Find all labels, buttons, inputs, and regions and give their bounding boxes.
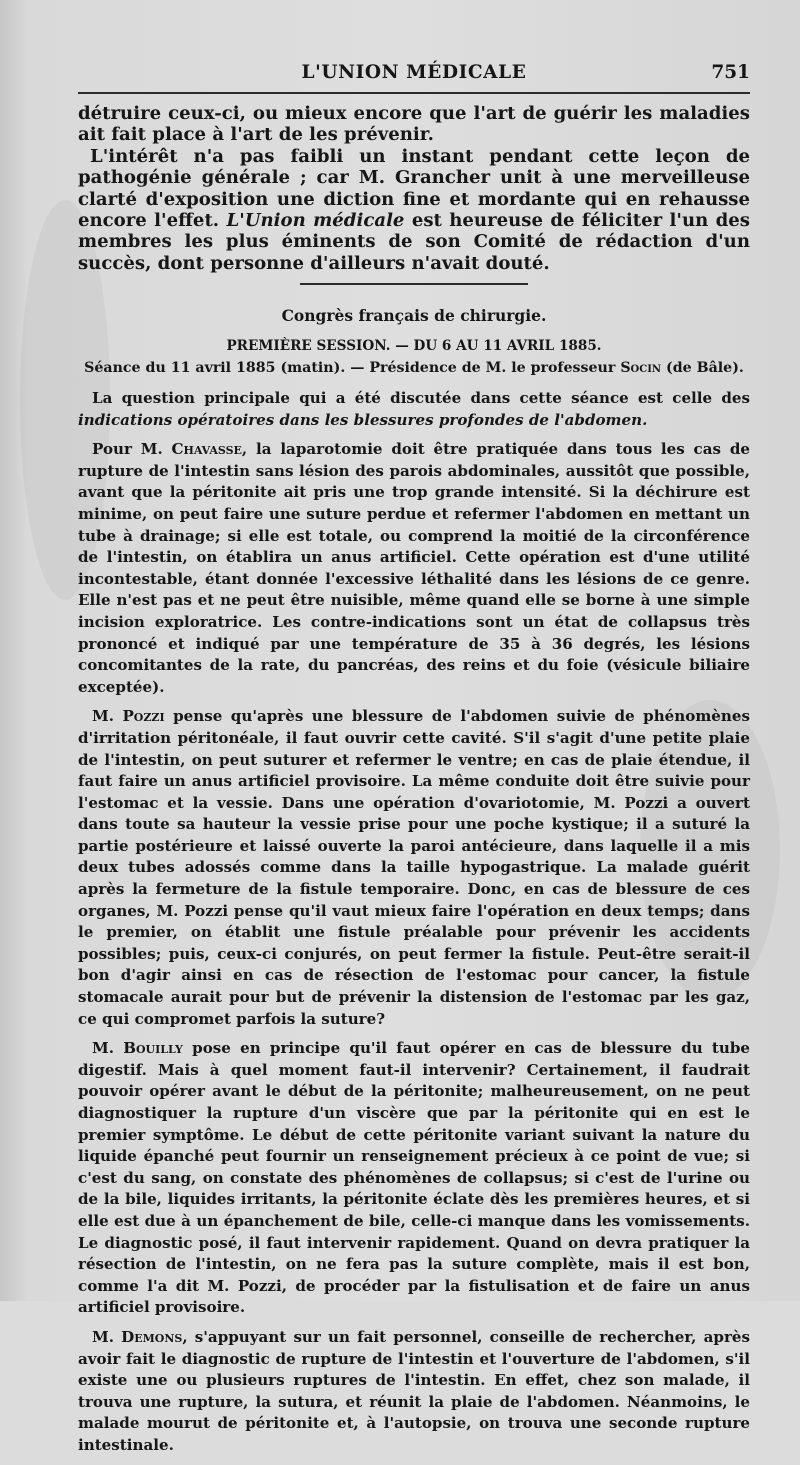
section-title: Congrès français de chirurgie. <box>281 306 547 325</box>
surgeon-name-pozzi: Pozzi <box>122 707 165 726</box>
journal-name-italic: L'Union médicale <box>226 210 405 232</box>
header-rule <box>78 92 750 94</box>
paragraph-pozzi: M. Pozzi pense qu'après une blessure de l'abdomen suivie de phénomènes d'irritation péritonéale, il faut ouvrir cette cavité. S'il s'agit d'une petite plaie de l'intestin, on peut suturer et refermer le ventre; en cas de plaie étendue, il faut faire un anus artificiel provisoire. La même conduite doit être suivie pour l'estomac et la vessie. Dans une opération d'ovariotomie, M. Pozzi a ouvert dans toute sa hauteur la vessie prise pour une poche kystique; il a suturé la partie postérieure et laissé ouverte la paroi antécieure, dans laquelle il a mis deux tubes adossés comme dans la taille hypogastrique. La malade guérit après la fermeture de la fistule temporaire. Donc, en cas de blessure de ces organes, M. Pozzi pense qu'il vaut mieux faire l'opération en deux temps; dans le premier, on établit une fistule préalable pour prévenir les accidents possibles; puis, ceux-ci conjurés, on peut fermer la fistule. Peut-être serait-il bon d'agir ainsi en cas de résection de l'estomac pour cancer, la fistule stomacale aurait pour but de prévenir la distension de l'estomac par les gaz, ce qui compromet parfois la suture? <box>78 707 750 1028</box>
intro-section <box>78 103 750 274</box>
surgeon-name-bouilly: Bouilly <box>123 1039 183 1058</box>
journal-title: L'UNION MÉDICALE <box>301 62 527 83</box>
paragraph-question: La question principale qui a été discutée dans cette séance est celle des indications opératoires dans les blessures profondes de l'abdomen. <box>78 389 750 429</box>
article-body <box>78 388 750 1465</box>
intro-paragraph-2: L'intérêt n'a pas faibli un instant pendant cette leçon de pathogénie générale ; car M. Grancher unit à une merveilleuse clarté d'exposition une diction fine et mordante qui en rehausse encore l'effet. L'Union médicale est heureuse de féliciter l'un des membres les plus éminents de son Comité de rédaction d'un succès, dont personne d'ailleurs n'avait douté. <box>78 145 750 274</box>
surgeon-name-chavasse: Chavasse <box>171 440 242 459</box>
paragraph-bouilly: M. Bouilly pose en principe qu'il faut opérer en cas de blessure du tube digestif. Mais à quel moment faut-il intervenir? Certainement, il faudrait pouvoir opérer avant le début de la péritonite; malheureusement, on ne peut diagnostiquer la rupture d'un viscère que par la péritonite qui en est le premier symptôme. Le début de cette péritonite variant suivant la nature du liquide épanché peut fournir un renseignement précieux à ce point de vue; si c'est du sang, on constate des phénomènes de collapsus; si c'est de l'urine ou de la bile, liquides irritants, la péritonite éclate dès les premières heures, et si elle est due à un épanchement de bile, celle-ci manque dans les vomissements. Le diagnostic posé, il faut intervenir rapidement. Quand on devra pratiquer la résection de l'intestin, on ne fera pas la suture complète, mais il est bon, comme l'a dit M. Pozzi, de procéder par la fistulisation et de faire un anus artificiel provisoire. <box>78 1039 750 1317</box>
paragraph-chavasse: Pour M. Chavasse, la laparotomie doit être pratiquée dans tous les cas de rupture de l'intestin sans lésion des parois abdominales, aussitôt que possible, avant que la péritonite ait pris une trop grande intensité. Si la déchirure est minime, on peut faire une suture perdue et refermer l'abdomen en mettant un tube à drainage; si elle est totale, ou comprend la moitié de la circonférence de l'intestin, on établira un anus artificiel. Cette opération est d'une utilité incontestable, étant donnée l'excessive léthalité dans les lésions de ce genre. Elle n'est pas et ne peut être nuisible, même quand elle se borne à une simple incision exploratrice. Les contre-indications sont un état de collapsus très prononcé et indiqué par une température de 35 à 36 degrés, les lésions concomitantes de la rate, du pancréas, des reins et du foie (vésicule biliaire exceptée). <box>78 440 750 696</box>
seance-line: Séance du 11 avril 1885 (matin). — Présidence de M. le professeur Socin (de Bâle). <box>84 360 744 376</box>
session-line: PREMIÈRE SESSION. — DU 6 AU 11 AVRIL 1885. <box>226 338 602 354</box>
section-divider <box>300 283 528 285</box>
surgeon-name-demons: Demons <box>121 1327 183 1346</box>
topic-italic: indications opératoires dans les blessures profondes de l'abdomen. <box>78 410 648 429</box>
page-number: 751 <box>711 62 750 83</box>
running-header <box>78 58 750 90</box>
president-name: Socin <box>620 360 662 376</box>
paragraph-demons: M. Demons, s'appuyant sur un fait personnel, conseille de rechercher, après avoir fait le diagnostic de rupture de l'intestin et l'ouverture de l'abdomen, s'il existe une ou plusieurs ruptures de l'intestin. En effet, chez son malade, il trouva une rupture, la sutura, et réunit la plaie de l'abdomen. Néanmoins, le malade mourut de péritonite et, à l'autopsie, on trouva une seconde rupture intestinale. <box>78 1327 750 1454</box>
intro-paragraph-1: détruire ceux-ci, ou mieux encore que l'art de guérir les maladies ait fait place à l'art de les prévenir. <box>78 103 750 146</box>
